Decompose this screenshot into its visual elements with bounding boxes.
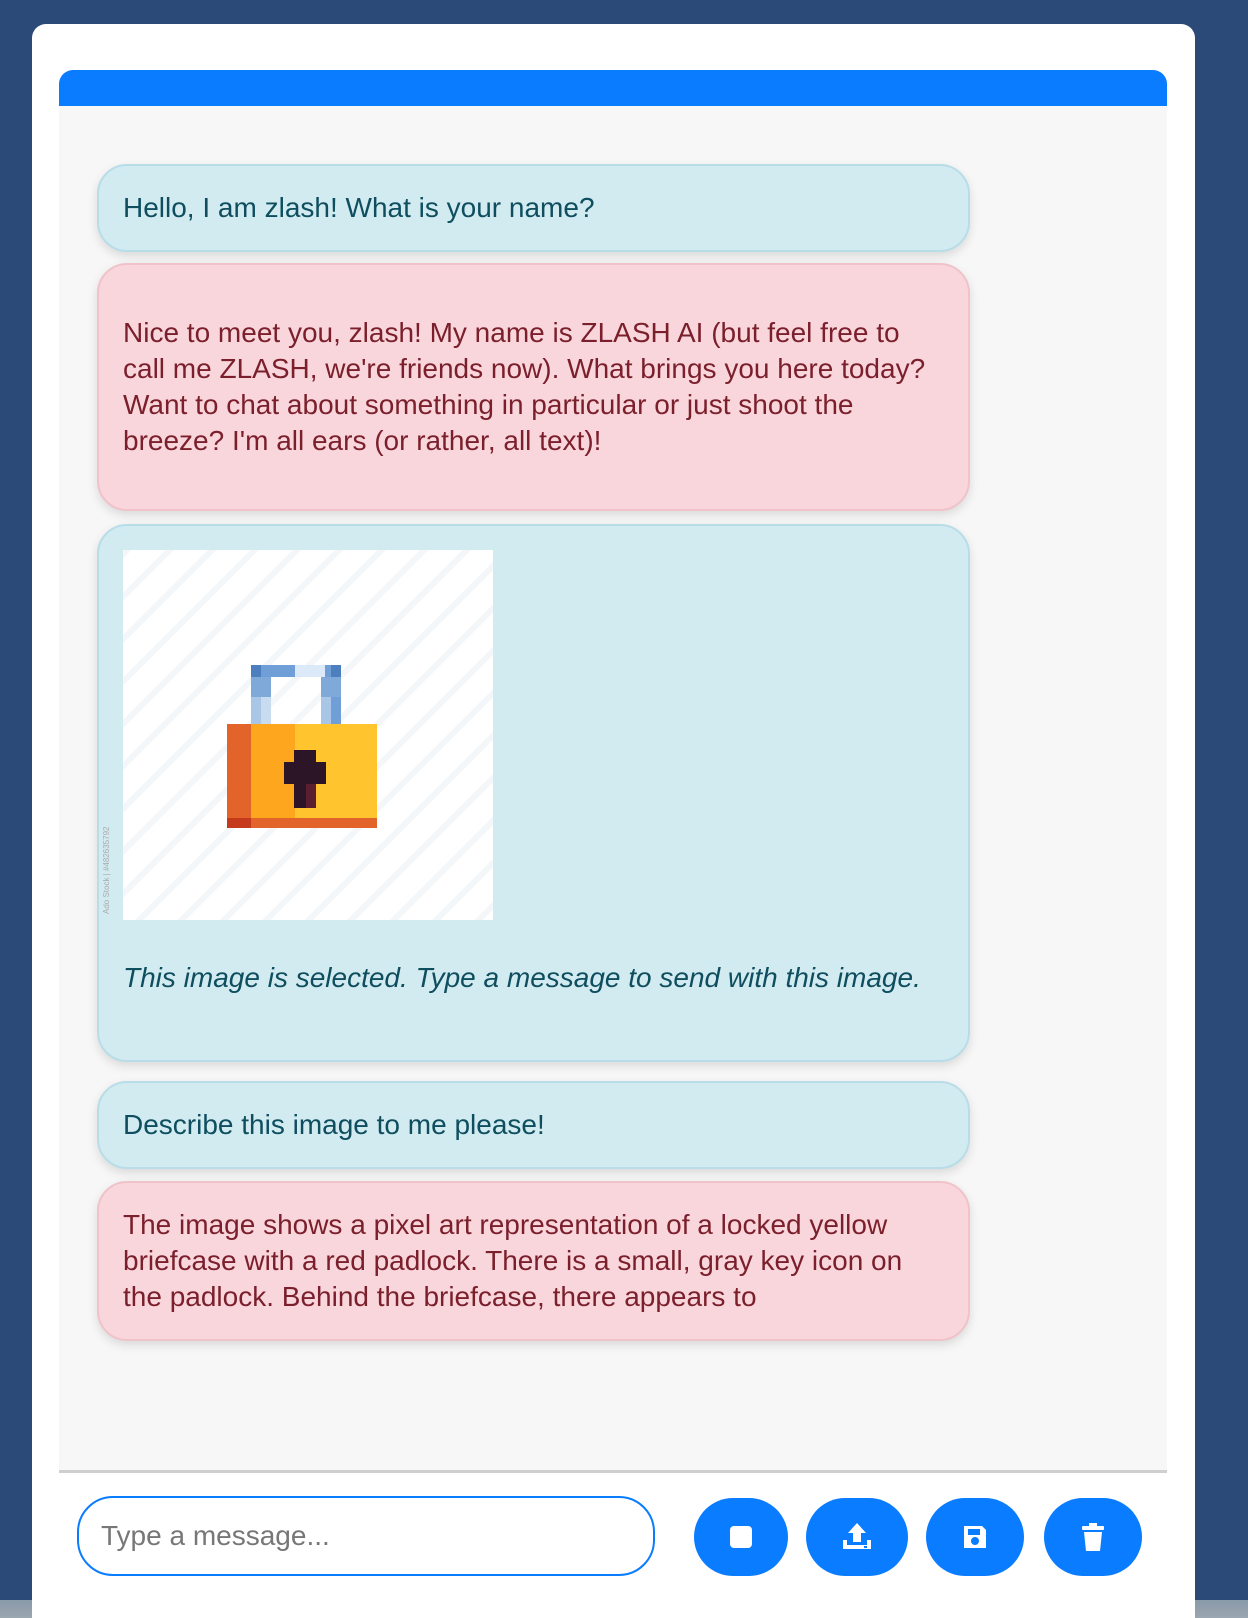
delete-button[interactable] <box>1044 1498 1142 1576</box>
padlock-pixel-art <box>123 550 493 920</box>
message-text: The image shows a pixel art representation of a locked yellow briefcase with a red padlock. There is a small, gray key icon on the padlock. Behind the briefcase, there appears to <box>123 1209 903 1312</box>
message-text: Hello, I am zlash! What is your name? <box>123 192 595 223</box>
image-watermark: Ado Stock | #482635792 <box>102 826 111 914</box>
stop-icon <box>728 1524 754 1550</box>
message-input[interactable] <box>77 1496 655 1576</box>
save-icon <box>961 1523 989 1551</box>
chat-header-bar <box>59 70 1167 106</box>
user-message <box>97 1081 970 1169</box>
trash-icon <box>1080 1522 1106 1552</box>
upload-button[interactable] <box>806 1498 908 1576</box>
stop-button[interactable] <box>694 1498 788 1576</box>
user-image-message <box>97 524 970 1062</box>
user-message <box>97 164 970 252</box>
pixel-padlock-image <box>102 550 493 920</box>
bot-message <box>97 263 970 511</box>
upload-icon <box>840 1521 874 1553</box>
composer <box>32 1494 1195 1584</box>
message-text: Describe this image to me please! <box>123 1109 545 1140</box>
message-text: Nice to meet you, zlash! My name is ZLASH AI (but feel free to call me ZLASH, we're friends now). What brings you here today? Want to chat about something in particular or just shoot the breeze? I'm all ears (or rather, all text)! <box>123 317 926 456</box>
save-button[interactable] <box>926 1498 1024 1576</box>
image-selected-notice: This image is selected. Type a message to send with this image. <box>123 962 921 993</box>
bot-message <box>97 1181 970 1341</box>
chat-window <box>32 24 1195 1618</box>
message-list <box>59 106 1167 1473</box>
